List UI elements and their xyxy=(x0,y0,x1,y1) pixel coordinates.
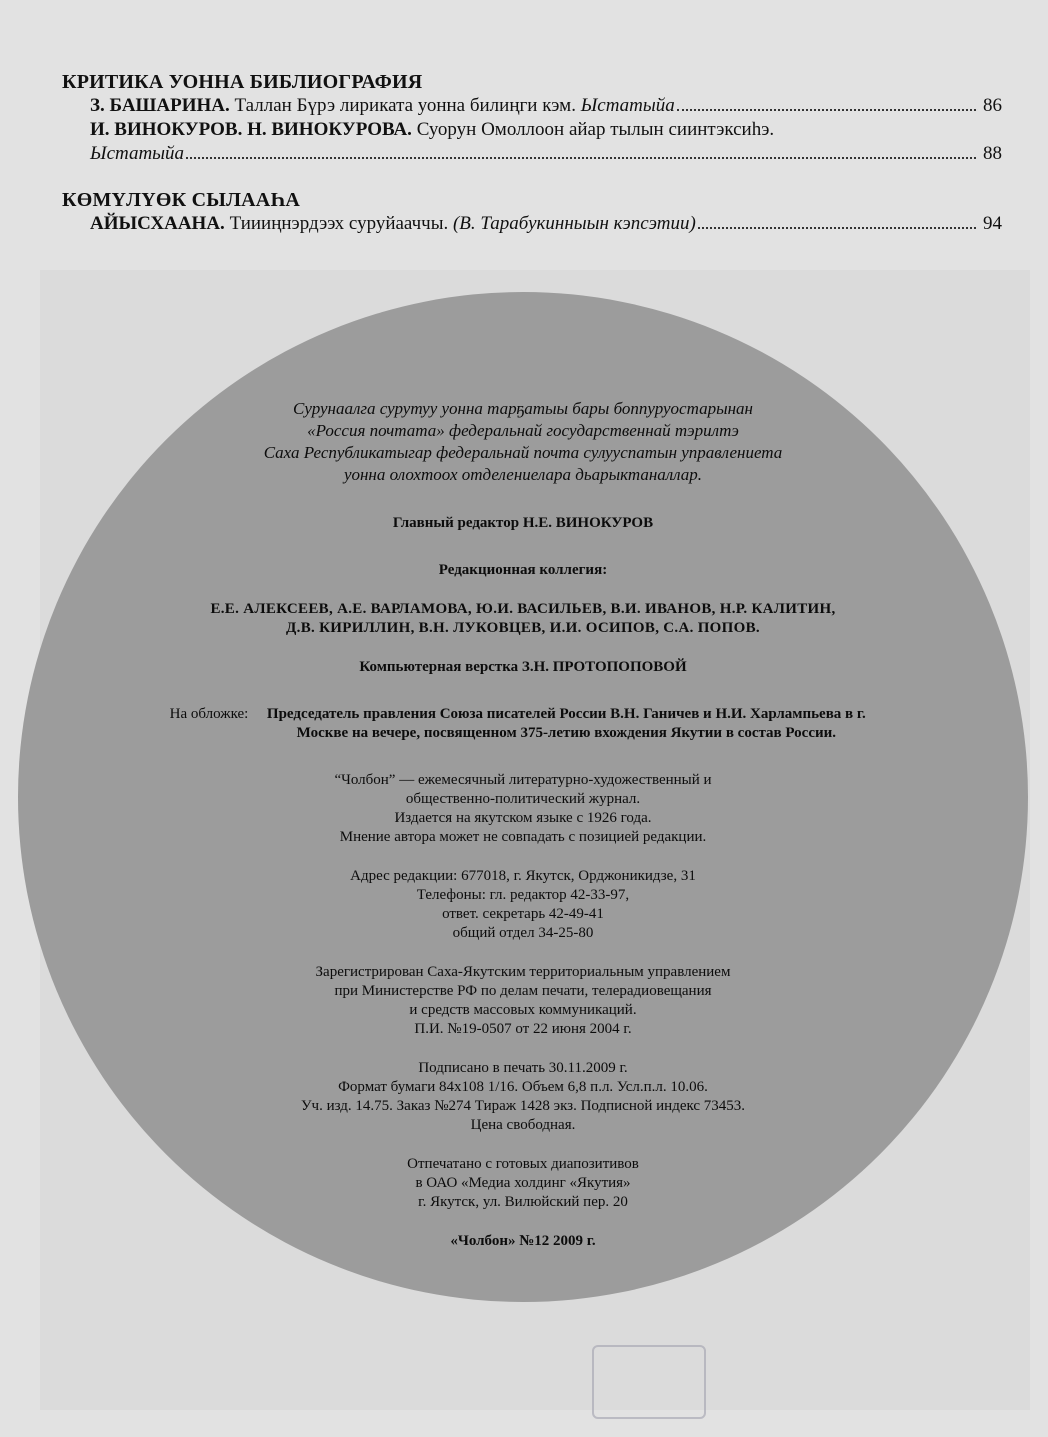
printer-info xyxy=(118,1155,928,1212)
toc-entry-title: Таллан Бүрэ лириката уонна билиңги кэм. xyxy=(234,95,576,116)
toc-entry-author: АЙЫСХААНА. xyxy=(90,213,225,234)
registration-line: и средств массовых коммуникаций. xyxy=(409,1002,637,1018)
editorial-board-members xyxy=(118,600,928,638)
cover-label: На обложке: xyxy=(169,706,249,722)
print-info-line: Цена свободная. xyxy=(470,1117,576,1133)
board-members-line: Е.Е. АЛЕКСЕЕВ, А.Е. ВАРЛАМОВА, Ю.И. ВАСИЛЬЕВ, В.И. ИВАНОВ, Н.Р. КАЛИТИН, xyxy=(210,601,836,617)
toc-entry-author: И. ВИНОКУРОВ. Н. ВИНОКУРОВА. xyxy=(90,119,412,140)
toc-entry-title: Тиииңнэрдээх суруйааччы. xyxy=(229,213,449,234)
printer-line: г. Якутск, ул. Вилюйский пер. 20 xyxy=(418,1194,628,1210)
address-line: ответ. секретарь 42-49-41 xyxy=(442,906,604,922)
issue-number: «Чолбон» №12 2009 г. xyxy=(450,1233,596,1249)
cover-caption xyxy=(118,705,928,743)
editorial-board-title: Редакционная коллегия: xyxy=(438,562,608,578)
distribution-note xyxy=(118,398,928,486)
about-line: Мнение автора может не совпадать с позицией редакции. xyxy=(339,829,707,845)
distribution-line: уонна олохтоох отделениелара дьарыктаналлар. xyxy=(343,465,703,484)
toc-entry-note: Ыстатыйа xyxy=(90,143,185,164)
dot-leader xyxy=(698,227,976,229)
toc-entry-page: 86 xyxy=(983,95,1002,116)
registration-line: П.И. №19-0507 от 22 июня 2004 г. xyxy=(414,1021,632,1037)
registration-line: Зарегистрирован Саха-Якутским территориальным управлением xyxy=(315,964,731,980)
journal-about xyxy=(118,771,928,847)
dot-leader xyxy=(677,109,976,111)
table-of-contents xyxy=(62,70,1002,236)
distribution-line: Сурунаалга сурутуу уонна тарҕатыы бары боппуруостарынан xyxy=(293,399,753,418)
toc-section-title: КӨМҮЛҮӨК СЫЛААҺА xyxy=(62,189,300,211)
address-line: Адрес редакции: 677018, г. Якутск, Орджоникидзе, 31 xyxy=(350,868,696,884)
print-info xyxy=(118,1059,928,1135)
toc-section-title: КРИТИКА УОННА БИБЛИОГРАФИЯ xyxy=(62,71,423,93)
toc-entry xyxy=(62,212,1002,236)
layout-credit: Компьютерная верстка З.Н. ПРОТОПОПОВОЙ xyxy=(359,659,687,675)
toc-entry xyxy=(62,94,1002,118)
cover-text: Председатель правления Союза писателей России В.Н. Ганичев и Н.И. Харлампьева в г. Москве на вечере, посвященном 375-летию вхождения Якутии в состав России. xyxy=(266,706,866,741)
library-stamp xyxy=(592,1345,706,1419)
imprint-block xyxy=(118,398,928,1251)
about-line: общественно-политический журнал. xyxy=(405,791,641,807)
toc-entry-page: 88 xyxy=(983,143,1002,164)
about-line: “Чолбон” — ежемесячный литературно-художественный и xyxy=(334,772,712,788)
editorial-address xyxy=(118,867,928,943)
toc-entry-note: Ыстатыйа xyxy=(580,95,675,116)
print-info-line: Подписано в печать 30.11.2009 г. xyxy=(418,1060,628,1076)
toc-entry-author: З. БАШАРИНА. xyxy=(90,95,230,116)
distribution-line: Саха Республикатыгар федеральнай почта сулууспатын управлениета xyxy=(263,443,783,462)
toc-entry-page: 94 xyxy=(983,213,1002,234)
toc-entry-note: (В. Тарабукинныын кэпсэтии) xyxy=(452,213,696,234)
printer-line: в ОАО «Медиа холдинг «Якутия» xyxy=(415,1175,631,1191)
toc-entry xyxy=(62,118,1002,166)
print-info-line: Формат бумаги 84х108 1/16. Объем 6,8 п.л. Усл.п.л. 10.06. xyxy=(338,1079,708,1095)
print-info-line: Уч. изд. 14.75. Заказ №274 Тираж 1428 экз. Подписной индекс 73453. xyxy=(300,1098,746,1114)
distribution-line: «Россия почтата» федеральнай государственнай тэрилтэ xyxy=(307,421,739,440)
printer-line: Отпечатано с готовых диапозитивов xyxy=(407,1156,639,1172)
address-line: Телефоны: гл. редактор 42-33-97, xyxy=(416,887,630,903)
address-line: общий отдел 34-25-80 xyxy=(452,925,594,941)
board-members-line: Д.В. КИРИЛЛИН, В.Н. ЛУКОВЦЕВ, И.И. ОСИПОВ, С.А. ПОПОВ. xyxy=(286,620,760,636)
registration-line: при Министерстве РФ по делам печати, телерадиовещания xyxy=(334,983,712,999)
chief-editor: Главный редактор Н.Е. ВИНОКУРОВ xyxy=(392,515,654,531)
about-line: Издается на якутском языке с 1926 года. xyxy=(394,810,652,826)
dot-leader xyxy=(186,157,976,159)
registration-info xyxy=(118,963,928,1039)
toc-entry-title: Суорун Омоллоон айар тылын сиинтэксиһэ. xyxy=(416,119,775,140)
